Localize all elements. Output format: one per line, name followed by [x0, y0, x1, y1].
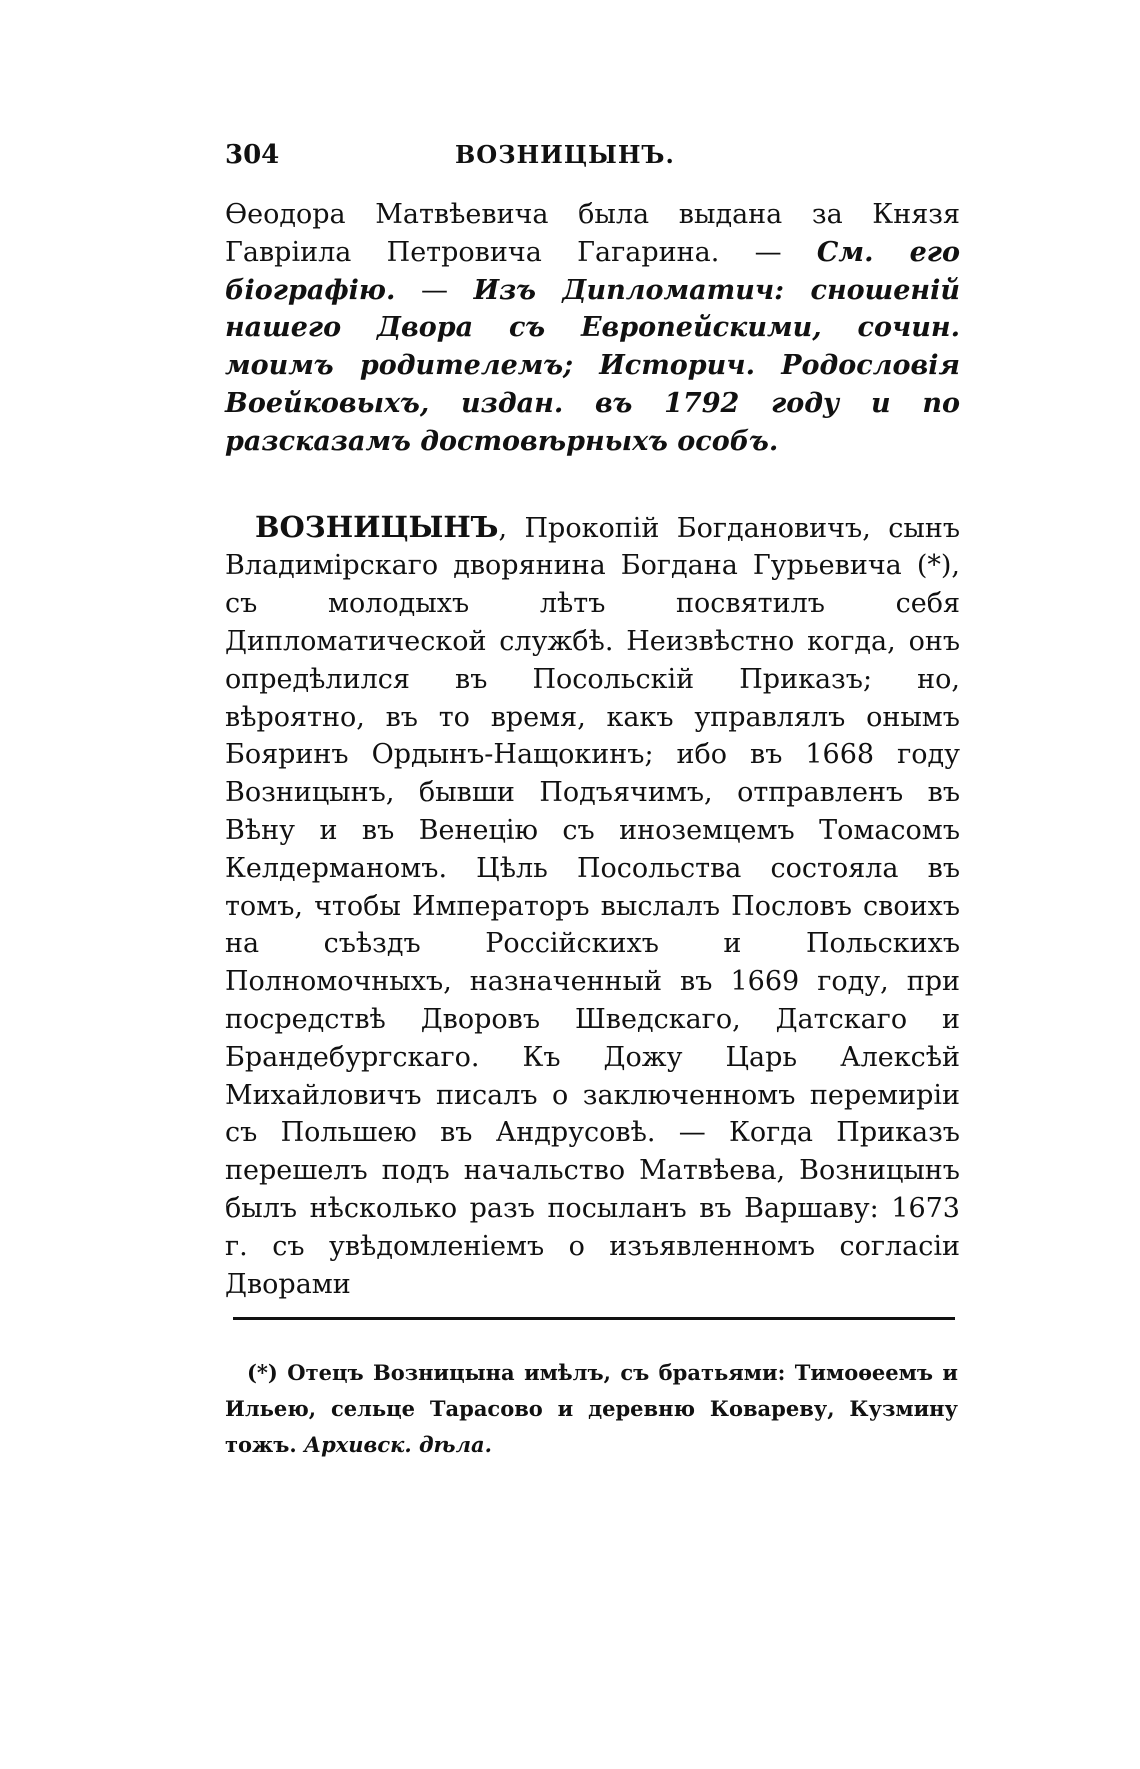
footnote-text: (*) Отецъ Возницына имѣлъ, съ братьями: Тимоѳеемъ и Ильею, сельце Тарасово и деревню Ковареву, Кузмину тожъ. — [225, 1360, 958, 1457]
paragraph-italic-sources: Изъ Дипломатич: сношенiй нашего Двора съ Европейскими, сочин. моимъ родителемъ; Историч. Родословiя Воейковыхъ, издан. въ 1792 году и по разсказамъ достовѣрныхъ особъ. — [225, 274, 960, 457]
entry-paragraph — [225, 509, 960, 1304]
page-number: 304 — [225, 140, 280, 170]
footnote-divider — [233, 1317, 955, 1320]
paragraph-continuation — [225, 196, 960, 461]
page-content — [225, 140, 960, 1303]
page-header — [225, 140, 960, 184]
entry-text: , Прокопiй Богдановичъ, сынъ Владимiрскаго дворянина Богдана Гурьевича (*), съ молодыхъ лѣтъ посвятилъ себя Дипломатической службѣ. Неизвѣстно когда, онъ опредѣлился въ Посольскiй Приказъ; но, вѣроятно, въ то время, какъ управлялъ онымъ Бояринъ Ордынъ-Нащокинъ; ибо въ 1668 году Возницынъ, бывши Подъячимъ, отправленъ въ Вѣну и въ Венецiю съ иноземцемъ Томасомъ Келдерманомъ. Цѣль Посольства состояла въ томъ, чтобы Императоръ выслалъ Пословъ своихъ на съѣздъ Россiйскихъ и Польскихъ Полномочныхъ, назначенный въ 1669 году, при посредствѣ Дворовъ Шведскаго, Датскаго и Брандебургскаго. Къ Дожу Царь Алексѣй Михайловичъ писалъ о заключенномъ перемирiи съ Польшею въ Андрусовѣ. — Когда Приказъ перешелъ подъ начальство Матвѣева, Возницынъ былъ нѣсколько разъ посыланъ въ Варшаву: 1673 г. съ увѣдомленiемъ о изъявленномъ согласiи Дворами — [225, 512, 960, 1300]
footnote — [225, 1355, 958, 1463]
paragraph-text: — — [395, 274, 474, 306]
paragraph-text: Ѳеодора Матвѣевича была выдана за Князя Гаврiила Петровича Гагарина. — — [225, 199, 960, 268]
entry-name: ВОЗНИЦЫНЪ — [255, 509, 499, 544]
footnote-italic-source: Архивск. дѣла. — [303, 1432, 492, 1457]
paragraph-italic-reference: См. его бiографiю. — [225, 236, 960, 306]
running-head: ВОЗНИЦЫНЪ. — [455, 140, 675, 169]
